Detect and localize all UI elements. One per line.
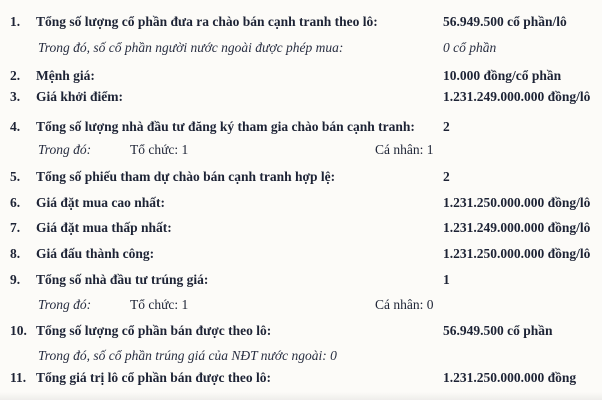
item-value: 10.000 đồng/cổ phần [443,68,562,83]
item-number: 10. [10,323,27,338]
item-number: 1. [10,14,21,29]
item-label: Tổng số phiếu tham dự chào bán cạnh tranh hợp lệ: [36,169,336,184]
item-label: Tổng số nhà đầu tư trúng giá: [36,272,209,287]
item-label: Tổng số lượng cổ phần bán được theo lô: [36,323,272,338]
item-number: 7. [10,220,21,235]
item-value: 1.231.250.000.000 đồng [443,370,577,385]
item-value: 2 [443,169,450,184]
person-count: Cá nhân: 0 [375,297,434,312]
subnote-label: Trong đó, số cổ phần người nước ngoài được phép mua: [38,40,344,55]
item-label: Tổng giá trị lô cổ phần bán được theo lô: [36,370,271,385]
item-number: 6. [10,195,21,210]
list-item-1-subnote [0,35,602,61]
list-item-6 [0,190,602,216]
list-item-5 [0,164,602,190]
item-value: 1.231.250.000.000 đồng/lô [443,246,591,261]
list-item-10 [0,318,602,344]
org-count: Tổ chức: 1 [130,297,189,312]
item-label: Tổng số lượng nhà đầu tư đăng ký tham gia chào bán cạnh tranh: [36,119,415,134]
subnote-prefix: Trong đó: [38,142,92,157]
item-label: Giá đặt mua thấp nhất: [36,220,172,235]
item-label: Giá đặt mua cao nhất: [36,195,166,210]
list-item-11 [0,365,602,391]
item-value: 1.231.249.000.000 đồng/lô [443,89,591,104]
item-label: Giá khởi điểm: [36,89,123,104]
org-count: Tổ chức: 1 [130,142,189,157]
item-value: 2 [443,119,450,134]
subnote-value: 0 cổ phần [443,40,497,55]
item-number: 5. [10,169,21,184]
item-label: Mệnh giá: [36,68,95,83]
subnote-prefix: Trong đó: [38,297,92,312]
item-number: 3. [10,89,21,104]
list-item-4-subnote [0,137,602,163]
item-number: 8. [10,246,21,261]
item-number: 2. [10,68,21,83]
item-value: 1 [443,272,450,287]
person-count: Cá nhân: 1 [375,142,434,157]
item-label: Tổng số lượng cổ phần đưa ra chào bán cạnh tranh theo lô: [36,14,378,29]
item-value: 1.231.250.000.000 đồng/lô [443,195,591,210]
list-item-1 [0,9,602,35]
list-item-9 [0,267,602,293]
list-item-8 [0,241,602,267]
item-label: Giá đấu thành công: [36,246,155,261]
item-value: 56.949.500 cổ phần [443,323,553,338]
item-number: 9. [10,272,21,287]
item-number: 4. [10,119,21,134]
list-item-7 [0,215,602,241]
item-number: 11. [10,370,27,385]
list-item-9-subnote [0,292,602,318]
item-value: 56.949.500 cổ phần/lô [443,14,567,29]
subnote-label: Trong đó, số cổ phần trúng giá của NĐT nước ngoài: 0 [38,348,337,363]
item-value: 1.231.249.000.000 đồng/lô [443,220,591,235]
list-item-3 [0,84,602,110]
